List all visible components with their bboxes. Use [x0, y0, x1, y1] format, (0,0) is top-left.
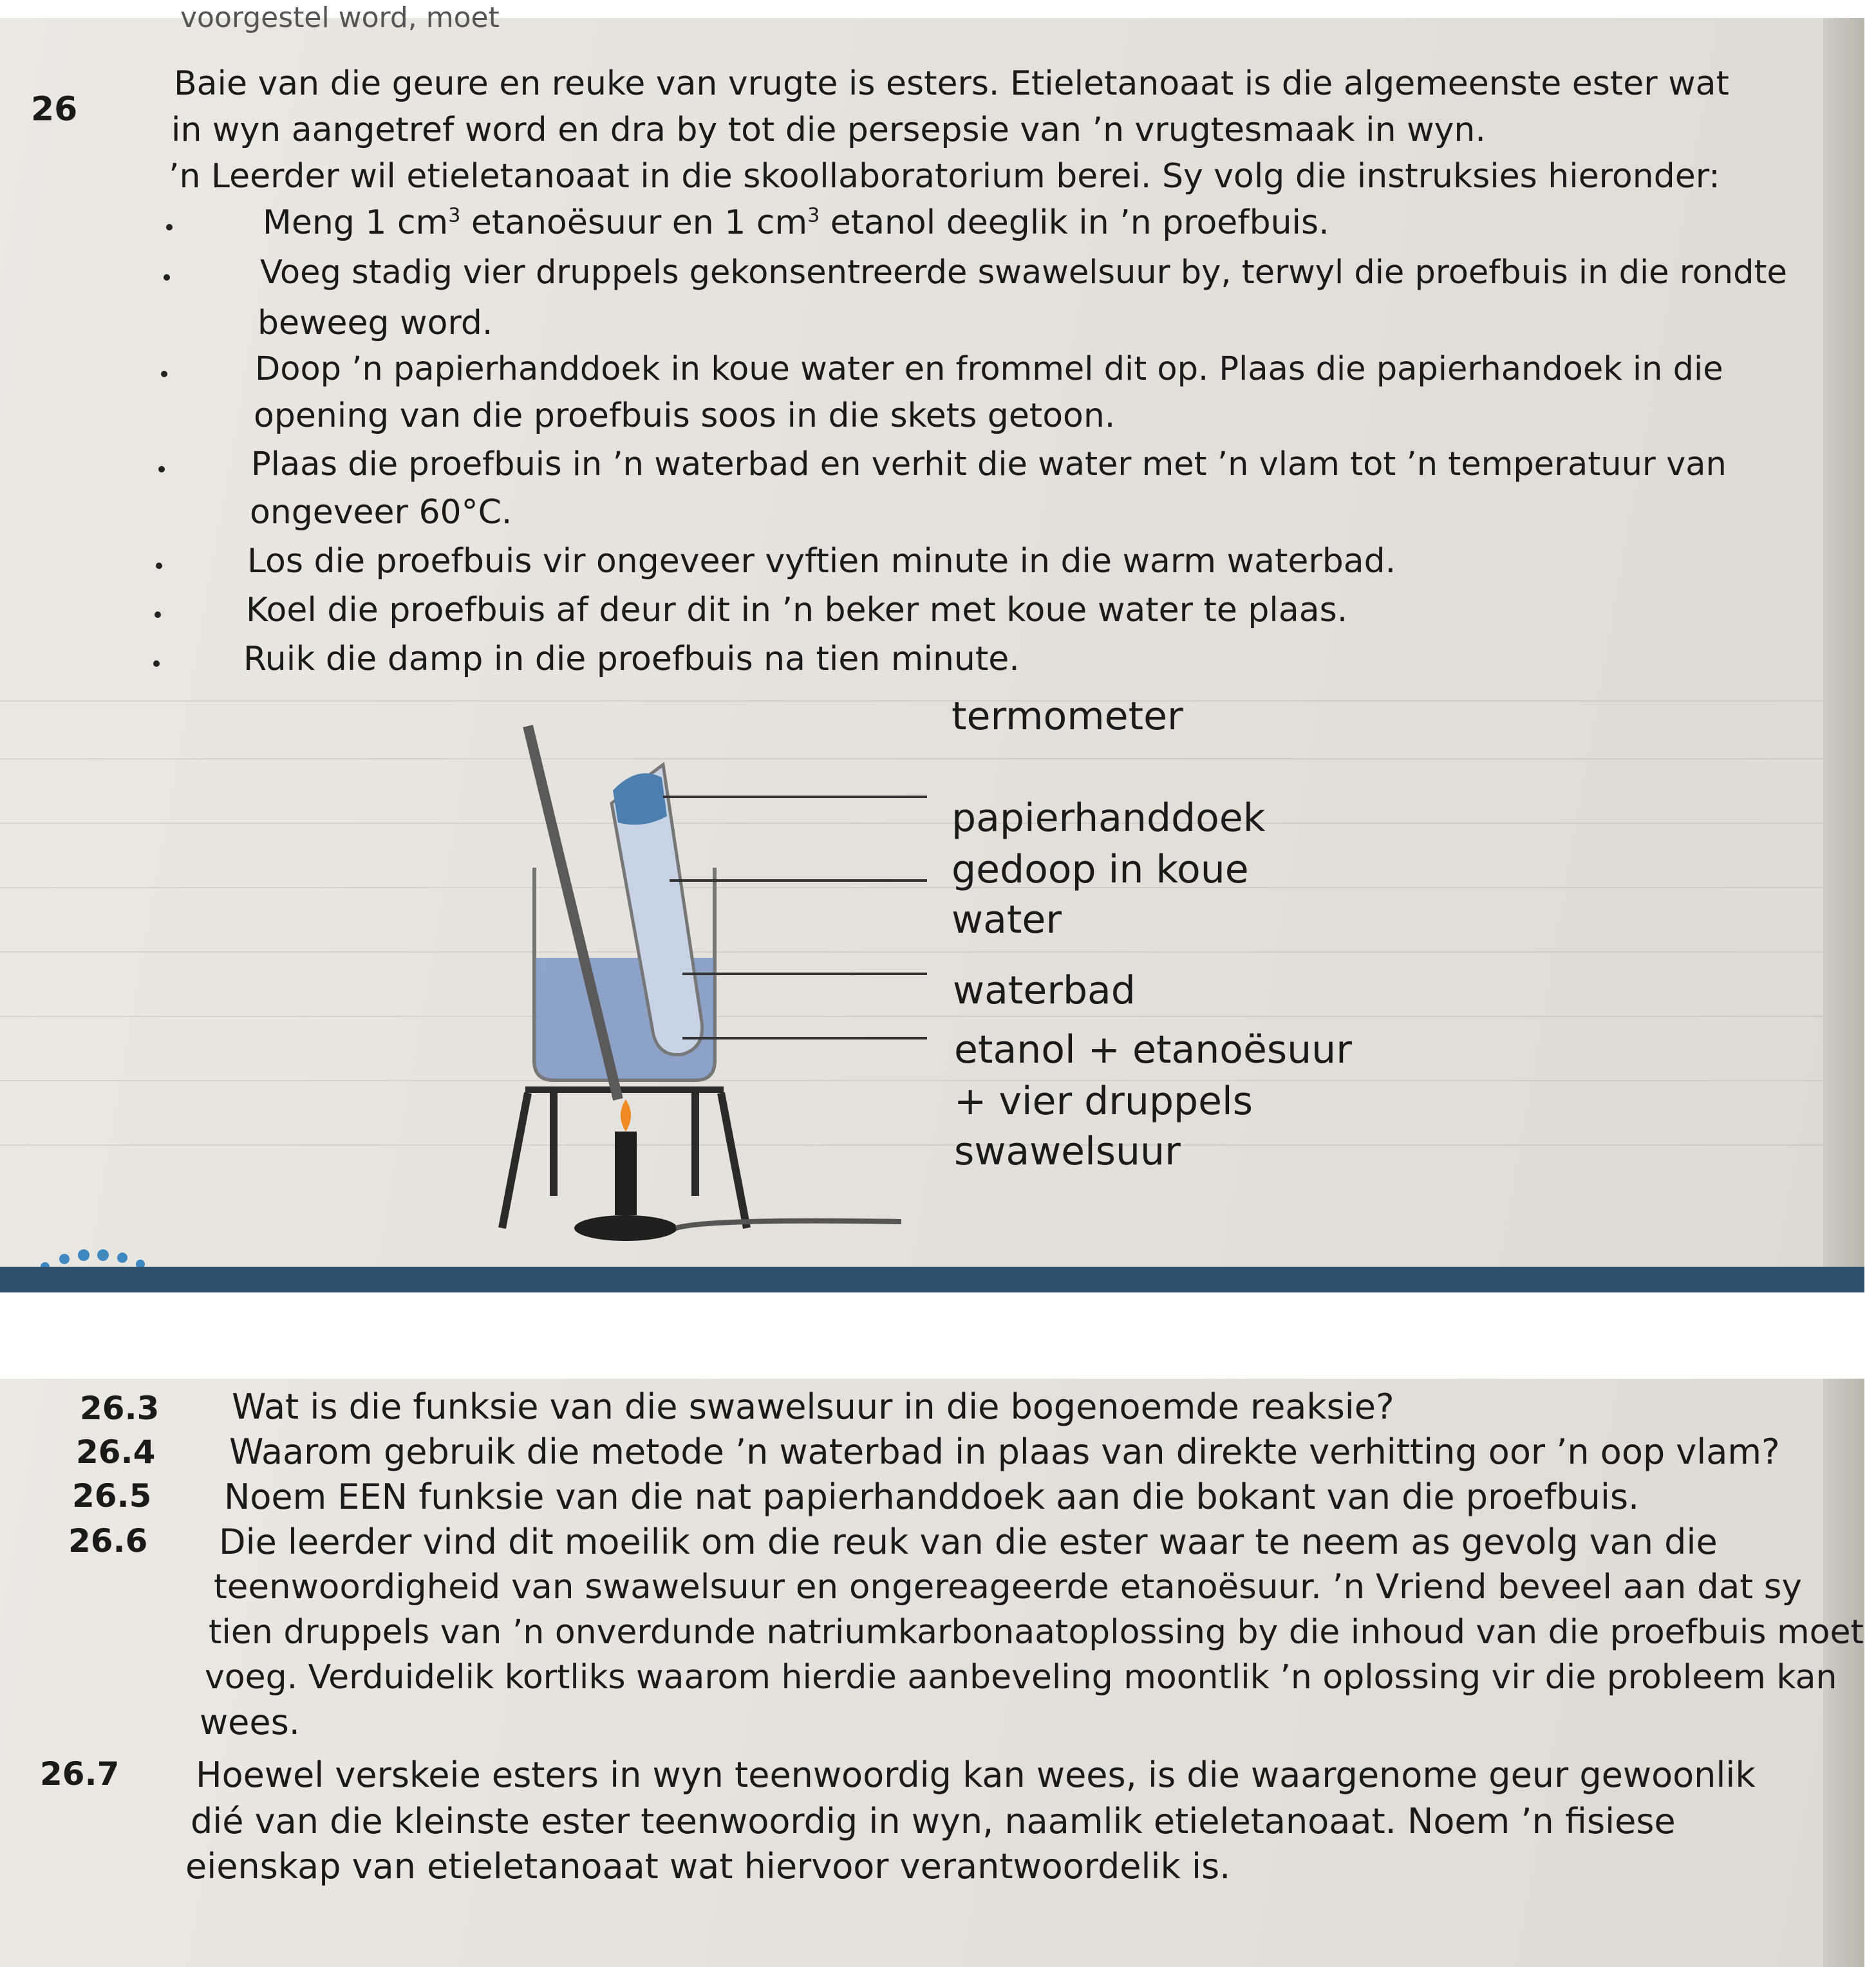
subquestion-number: 26.6: [68, 1522, 148, 1560]
step-4: Plaas die proefbuis in ’n waterbad en verhit die water met ’n vlam tot ’n temperatuur van: [251, 445, 1727, 483]
question-number: 26: [31, 90, 78, 129]
step-1-text: Meng 1 cm: [263, 203, 449, 242]
label-towel: gedoop in koue: [952, 847, 1249, 892]
bunsen-burner: [615, 1132, 637, 1215]
step-1-text: etanol deeglik in ’n proefbuis.: [820, 203, 1329, 242]
step-2: Voeg stadig vier druppels gekonsentreerde swawelsuur by, terwyl die proefbuis in die rondte: [260, 254, 1787, 292]
page-edge-shadow: [1823, 18, 1864, 1292]
subquestion-text: teenwoordigheid van swawelsuur en ongereageerde etanoësuur. ’n Vriend beveel aan dat sy: [214, 1567, 1802, 1607]
label-mixture: swawelsuur: [954, 1129, 1181, 1174]
step-6: Koel die proefbuis af deur dit in ’n beker met koue water te plaas.: [246, 591, 1348, 629]
subquestion-number: 26.5: [72, 1477, 152, 1515]
cut-off-text: voorgestel word, moet: [180, 1, 500, 34]
flame: [621, 1099, 631, 1132]
step-3: Doop ’n papierhanddoek in koue water en frommel dit op. Plaas die papierhandoek in die: [255, 350, 1723, 388]
subquestion-text: dié van die kleinste ester teenwoordig in wyn, naamlik etieletanoaat. Noem ’n fisiese: [191, 1801, 1676, 1841]
step-2-cont: beweeg word.: [258, 304, 493, 342]
bullet: [158, 466, 165, 472]
subquestion-text: Waarom gebruik die metode ’n waterbad in plaas van direkte verhitting oor ’n oop vlam?: [229, 1431, 1780, 1472]
label-towel: papierhanddoek: [952, 796, 1266, 841]
intro-line: Baie van die geure en reuke van vrugte is esters. Etieletanoaat is die algemeenste ester wat: [174, 64, 1729, 103]
label-thermometer: termometer: [952, 694, 1183, 739]
step-1: [263, 203, 1329, 242]
subquestion-text: Noem EEN funksie van die nat papierhanddoek aan die bokant van die proefbuis.: [224, 1477, 1640, 1517]
subquestion-text: voeg. Verduidelik kortliks waarom hierdie aanbeveling moontlik ’n oplossing vir die probleem kan: [205, 1658, 1837, 1697]
step-4-cont: ongeveer 60°C.: [250, 493, 512, 532]
intro-line: ’n Leerder wil etieletanoaat in die skoollaboratorium berei. Sy volg die instruksies hieronder:: [169, 157, 1720, 196]
subquestion-number: 26.4: [76, 1433, 156, 1471]
gas-tube: [676, 1221, 901, 1228]
bullet: [155, 611, 161, 618]
bullet: [161, 371, 167, 377]
superscript: 3: [807, 204, 820, 227]
subquestion-text: Die leerder vind dit moeilik om die reuk van die ester waar te neem as gevolg van die: [219, 1522, 1718, 1562]
subquestion-text: Hoewel verskeie esters in wyn teenwoordig kan wees, is die waargenome geur gewoonlik: [196, 1755, 1756, 1795]
subquestion-text: wees.: [200, 1702, 300, 1742]
label-towel: water: [952, 897, 1062, 942]
bullet: [156, 563, 162, 569]
subquestion-number: 26.3: [80, 1390, 160, 1427]
burner-base: [574, 1215, 677, 1241]
subquestion-number: 26.7: [40, 1755, 120, 1793]
subquestion-text: Wat is die funksie van die swawelsuur in die bogenoemde reaksie?: [232, 1386, 1394, 1427]
label-mixture: etanol + etanoësuur: [954, 1027, 1352, 1072]
subquestion-text: eienskap van etieletanoaat wat hiervoor verantwoordelik is.: [185, 1846, 1231, 1887]
textbook-page-top: [0, 1, 1864, 1292]
step-5: Los die proefbuis vir ongeveer vyftien minute in die warm waterbad.: [247, 542, 1396, 581]
step-7: Ruik die damp in die proefbuis na tien minute.: [243, 640, 1020, 678]
paper-towel: [613, 773, 667, 825]
gauze-plate: [525, 1086, 724, 1093]
step-1-text: etanoësuur en 1 cm: [460, 203, 808, 242]
apparatus-diagram: [489, 687, 979, 1267]
bullet: [166, 224, 173, 230]
subquestion-text: tien druppels van ’n onverdunde natriumkarbonaatoplossing by die inhoud van die proefbuis moet: [209, 1613, 1864, 1652]
label-mixture: + vier druppels: [954, 1079, 1253, 1124]
page-footer-band: [0, 1267, 1864, 1292]
bullet: [153, 660, 160, 667]
label-bath: waterbad: [953, 968, 1136, 1013]
step-3-cont: opening van die proefbuis soos in die skets getoon.: [254, 396, 1116, 435]
bullet: [164, 274, 170, 281]
intro-line: in wyn aangetref word en dra by tot die persepsie van ’n vrugtesmaak in wyn.: [171, 111, 1486, 149]
superscript: 3: [448, 204, 461, 227]
textbook-page-bottom: [0, 1379, 1864, 1967]
